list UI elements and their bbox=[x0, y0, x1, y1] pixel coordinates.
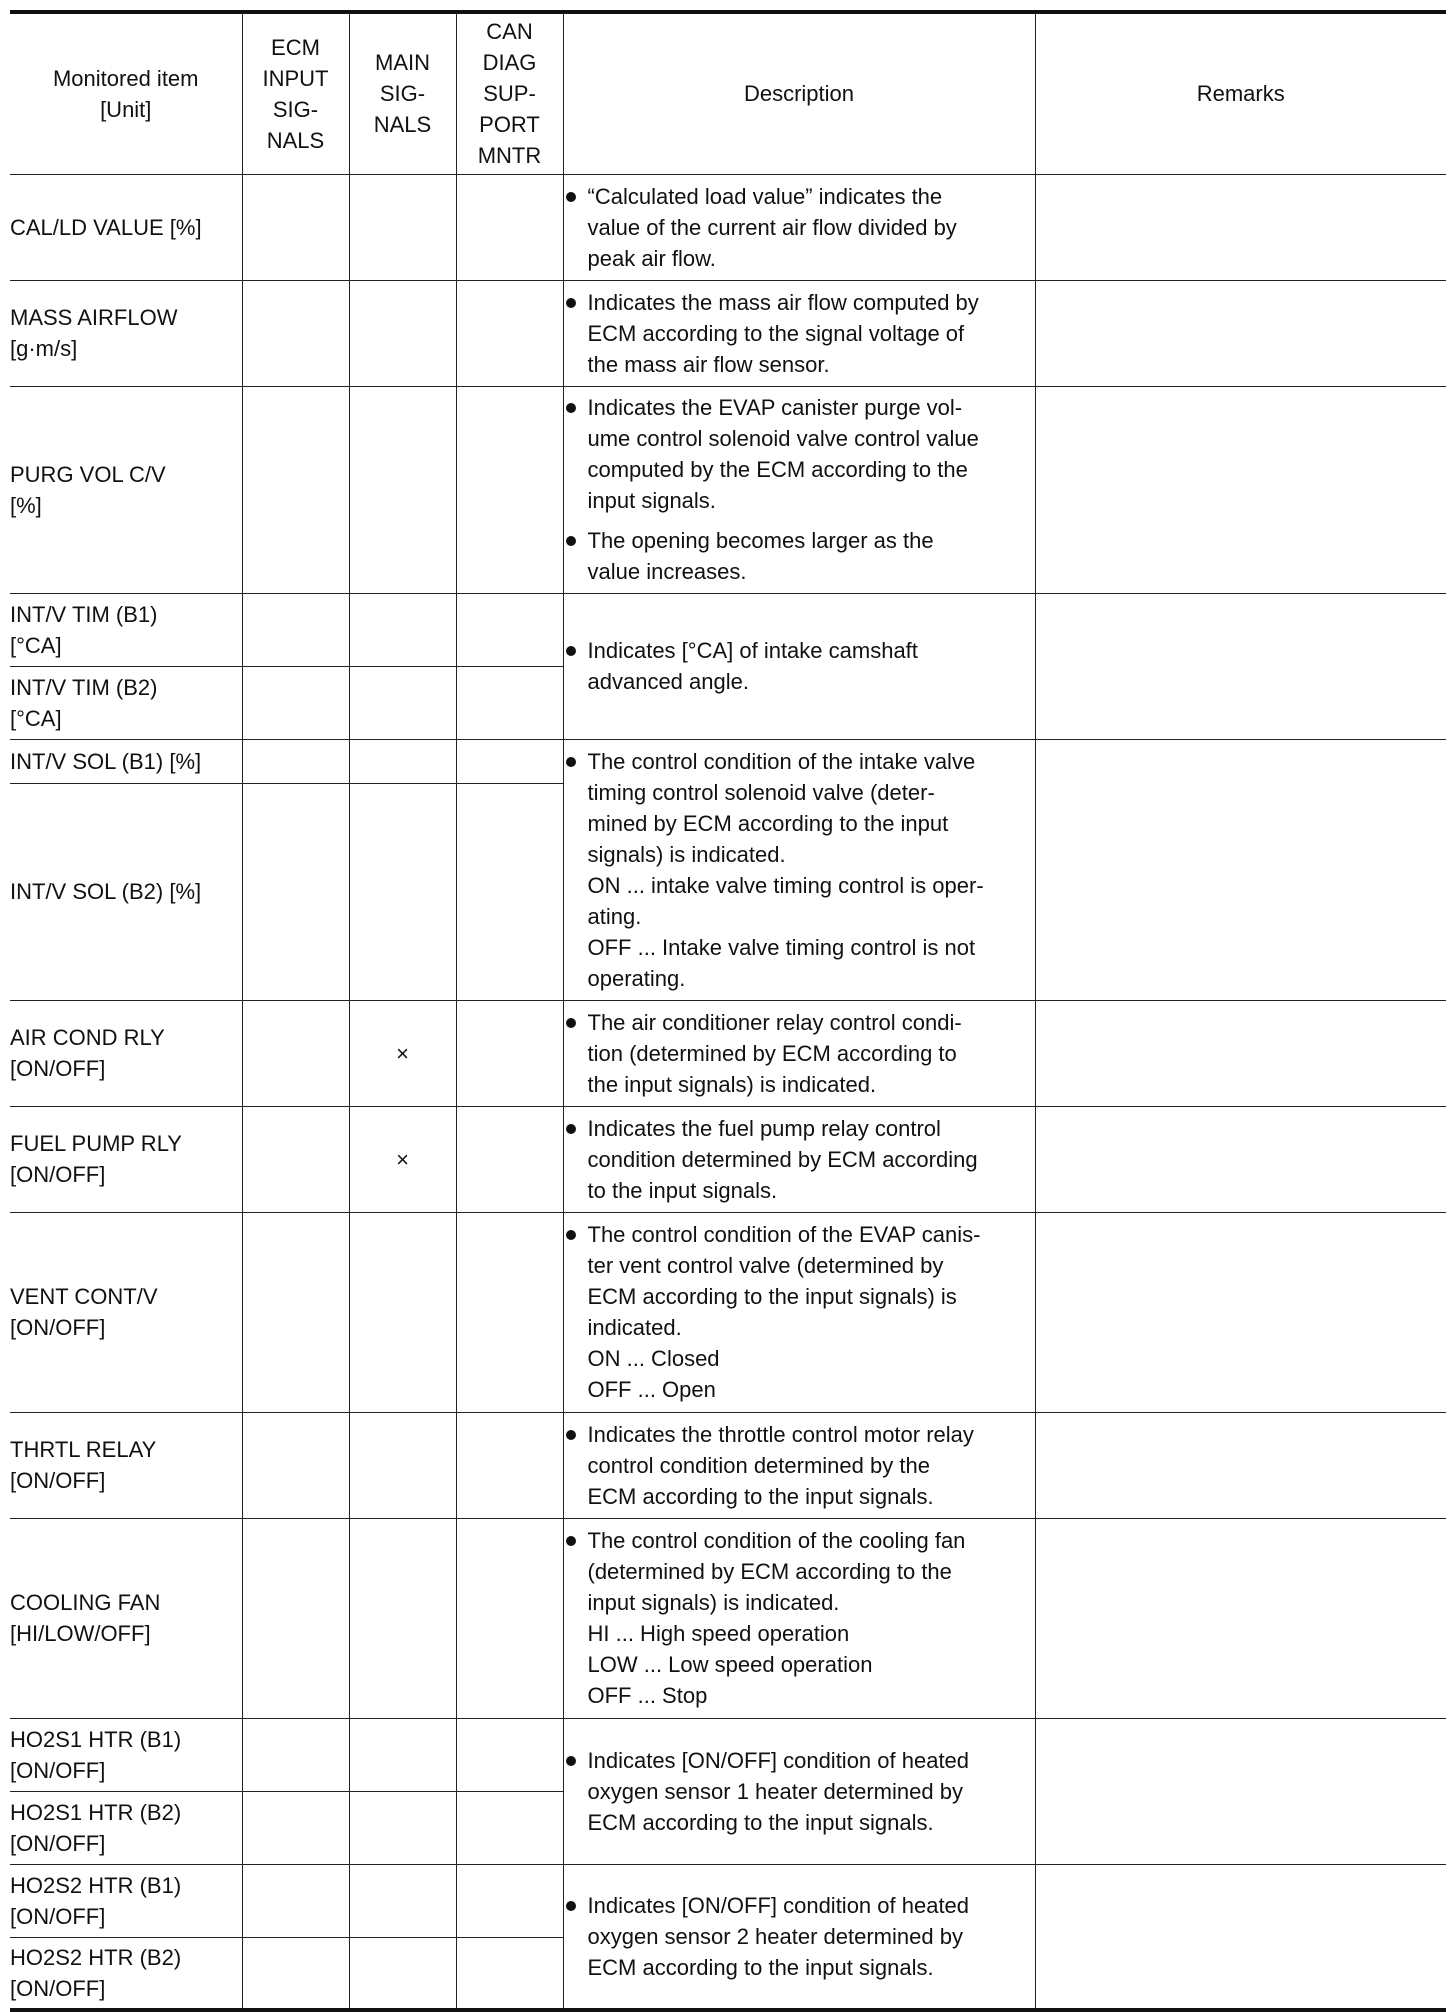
header-main-signals bbox=[349, 12, 456, 174]
main-signals-cell bbox=[349, 1212, 456, 1412]
description-text: input signals. bbox=[587, 488, 716, 513]
monitored-item-text: [°CA] bbox=[10, 705, 62, 731]
description-bullet bbox=[564, 1113, 1035, 1206]
description-list bbox=[564, 1745, 1035, 1838]
monitored-item-cell bbox=[10, 174, 242, 280]
main-signals-cell bbox=[349, 1937, 456, 2010]
description-text: Indicates [ON/OFF] condition of heated bbox=[587, 1747, 970, 1773]
ecm-input-signals-cell bbox=[242, 666, 349, 739]
header-text: [Unit] bbox=[100, 96, 152, 122]
table-row bbox=[10, 593, 1446, 666]
description-text: condition determined by ECM according bbox=[587, 1146, 978, 1172]
description-text: ter vent control valve (determined by bbox=[587, 1253, 944, 1278]
table-row bbox=[10, 739, 1446, 783]
description-text: OFF ... Open bbox=[587, 1377, 716, 1402]
description-text: the mass air flow sensor. bbox=[587, 351, 830, 377]
table-row bbox=[10, 1212, 1446, 1412]
monitored-item-text: FUEL PUMP RLY bbox=[10, 1131, 182, 1156]
header-text: Monitored item bbox=[52, 65, 199, 91]
ecm-input-signals-cell bbox=[242, 739, 349, 783]
monitored-item-cell bbox=[10, 1864, 242, 1937]
description-text: ume control solenoid valve control value bbox=[587, 426, 979, 451]
description-text: Indicates the fuel pump relay control bbox=[587, 1115, 941, 1141]
table-row bbox=[10, 1864, 1446, 1937]
remarks-cell bbox=[1035, 593, 1446, 739]
ecm-input-signals-cell bbox=[242, 593, 349, 666]
can-diag-support-cell bbox=[456, 1791, 563, 1864]
monitored-item-text: [ON/OFF] bbox=[10, 1056, 106, 1081]
description-text: ON ... Closed bbox=[587, 1346, 720, 1371]
description-bullet bbox=[564, 1745, 1035, 1838]
description-text: Indicates the throttle control motor relay bbox=[587, 1421, 974, 1447]
monitored-item-cell bbox=[10, 783, 242, 1000]
description-cell bbox=[563, 739, 1035, 1000]
can-diag-support-cell bbox=[456, 280, 563, 386]
monitored-item-cell bbox=[10, 386, 242, 593]
header-row bbox=[10, 12, 1446, 174]
bullet-dot-icon bbox=[566, 757, 576, 767]
description-bullet bbox=[564, 392, 1035, 516]
main-signals-cell bbox=[349, 1518, 456, 1718]
description-bullet bbox=[564, 287, 1035, 380]
monitored-item-text: AIR COND RLY bbox=[10, 1025, 165, 1050]
description-list bbox=[564, 1113, 1035, 1206]
description-text: value of the current air flow divided by bbox=[587, 214, 957, 240]
monitored-item-text: INT/V TIM (B1) bbox=[10, 601, 158, 627]
monitored-item-text: HO2S2 HTR (B1) bbox=[10, 1872, 182, 1898]
description-cell bbox=[563, 1000, 1035, 1106]
description-bullet bbox=[564, 525, 1035, 587]
main-signals-cell bbox=[349, 1791, 456, 1864]
description-text: ECM according to the signal voltage of bbox=[587, 320, 965, 346]
description-cell bbox=[563, 1212, 1035, 1412]
description-text: OFF ... Intake valve timing control is not bbox=[587, 934, 976, 960]
table-row bbox=[10, 1106, 1446, 1212]
monitored-item-cell bbox=[10, 1518, 242, 1718]
main-signals-cell bbox=[349, 1864, 456, 1937]
can-diag-support-cell bbox=[456, 386, 563, 593]
description-list bbox=[564, 1525, 1035, 1711]
monitored-item-text: MASS AIRFLOW bbox=[10, 305, 178, 330]
monitored-item-cell bbox=[10, 1412, 242, 1518]
bullet-dot-icon bbox=[566, 1430, 576, 1440]
header-can-diag-support-mntr bbox=[456, 12, 563, 174]
bullet-dot-icon bbox=[566, 403, 576, 413]
description-text: ECM according to the input signals. bbox=[587, 1483, 934, 1509]
description-text: OFF ... Stop bbox=[587, 1683, 708, 1708]
bullet-dot-icon bbox=[566, 1018, 576, 1028]
header-description: Description bbox=[563, 12, 1035, 174]
description-text: tion (determined by ECM according to bbox=[587, 1040, 957, 1066]
bullet-dot-icon bbox=[566, 192, 576, 202]
remarks-cell bbox=[1035, 1212, 1446, 1412]
remarks-cell bbox=[1035, 739, 1446, 1000]
header-text: MNTR bbox=[477, 143, 542, 169]
description-text: mined by ECM according to the input bbox=[587, 810, 949, 836]
main-signals-cell bbox=[349, 174, 456, 280]
ecm-input-signals-cell bbox=[242, 783, 349, 1000]
description-bullet bbox=[564, 1525, 1035, 1711]
description-cell bbox=[563, 1106, 1035, 1212]
can-diag-support-cell bbox=[456, 1106, 563, 1212]
can-diag-support-cell bbox=[456, 1937, 563, 2010]
ecm-input-signals-cell bbox=[242, 1864, 349, 1937]
description-list bbox=[564, 181, 1035, 274]
bullet-dot-icon bbox=[566, 1756, 576, 1766]
main-signals-cell: × bbox=[349, 1000, 456, 1106]
ecm-input-signals-cell bbox=[242, 174, 349, 280]
description-cell bbox=[563, 593, 1035, 739]
table-row bbox=[10, 386, 1446, 593]
description-text: (determined by ECM according to the bbox=[587, 1559, 952, 1584]
description-bullet bbox=[564, 181, 1035, 274]
ecm-input-signals-cell bbox=[242, 1106, 349, 1212]
monitored-item-text: INT/V TIM (B2) bbox=[10, 674, 158, 700]
description-list bbox=[564, 1219, 1035, 1405]
description-text: Indicates the EVAP canister purge vol- bbox=[587, 395, 963, 420]
ecm-input-signals-cell bbox=[242, 280, 349, 386]
monitored-item-text: HO2S1 HTR (B1) bbox=[10, 1726, 182, 1752]
description-cell bbox=[563, 1864, 1035, 2010]
description-text: control condition determined by the bbox=[587, 1452, 930, 1478]
ecm-input-signals-cell bbox=[242, 1412, 349, 1518]
description-text: input signals) is indicated. bbox=[587, 1590, 840, 1615]
description-text: The control condition of the EVAP canis- bbox=[587, 1222, 981, 1247]
description-bullet bbox=[564, 1419, 1035, 1512]
table-row bbox=[10, 1412, 1446, 1518]
bullet-dot-icon bbox=[566, 1124, 576, 1134]
header-text: ECM bbox=[271, 34, 320, 60]
can-diag-support-cell bbox=[456, 783, 563, 1000]
monitored-item-cell bbox=[10, 1000, 242, 1106]
bullet-dot-icon bbox=[566, 646, 576, 656]
main-signals-cell bbox=[349, 1718, 456, 1791]
remarks-cell bbox=[1035, 1718, 1446, 1864]
description-list bbox=[564, 746, 1035, 994]
header-ecm-input-signals bbox=[242, 12, 349, 174]
header-text: INPUT bbox=[262, 65, 329, 91]
table-row bbox=[10, 174, 1446, 280]
description-text: ECM according to the input signals. bbox=[587, 1954, 934, 1980]
remarks-cell bbox=[1035, 174, 1446, 280]
description-text: Indicates [ON/OFF] condition of heated bbox=[587, 1892, 970, 1918]
header-text: NALS bbox=[373, 112, 432, 138]
description-text: signals) is indicated. bbox=[587, 841, 786, 867]
description-text: advanced angle. bbox=[587, 669, 749, 694]
description-text: to the input signals. bbox=[587, 1177, 778, 1203]
description-text: ON ... intake valve timing control is oper- bbox=[587, 872, 984, 898]
description-text: peak air flow. bbox=[587, 245, 716, 271]
main-signals-cell bbox=[349, 386, 456, 593]
header-text: SIG- bbox=[379, 81, 426, 107]
description-list bbox=[564, 635, 1035, 697]
table-row bbox=[10, 280, 1446, 386]
monitored-item-cell bbox=[10, 593, 242, 666]
monitored-item-text: CAL/LD VALUE [%] bbox=[10, 214, 202, 240]
monitored-item-text: INT/V SOL (B2) [%] bbox=[10, 879, 202, 904]
monitored-item-text: [%] bbox=[10, 492, 42, 518]
monitored-item-text: PURG VOL C/V bbox=[10, 461, 166, 487]
main-signals-cell bbox=[349, 593, 456, 666]
description-cell bbox=[563, 1412, 1035, 1518]
ecm-input-signals-cell bbox=[242, 1212, 349, 1412]
can-diag-support-cell bbox=[456, 1718, 563, 1791]
monitored-item-text: [ON/OFF] bbox=[10, 1315, 106, 1340]
description-text: timing control solenoid valve (deter- bbox=[587, 779, 935, 805]
main-signals-cell bbox=[349, 666, 456, 739]
description-text: LOW ... Low speed operation bbox=[587, 1652, 873, 1677]
description-text: ECM according to the input signals. bbox=[587, 1809, 934, 1835]
monitor-table bbox=[10, 10, 1446, 2012]
remarks-cell bbox=[1035, 1412, 1446, 1518]
description-text: value increases. bbox=[587, 559, 747, 584]
description-bullet bbox=[564, 746, 1035, 994]
main-signals-cell bbox=[349, 280, 456, 386]
header-monitored-item bbox=[10, 12, 242, 174]
monitored-item-text: [ON/OFF] bbox=[10, 1162, 106, 1187]
description-cell bbox=[563, 1718, 1035, 1864]
description-text: ECM according to the input signals) is bbox=[587, 1284, 957, 1309]
can-diag-support-cell bbox=[456, 1212, 563, 1412]
description-text: indicated. bbox=[587, 1315, 682, 1340]
description-text: the input signals) is indicated. bbox=[587, 1071, 877, 1097]
remarks-cell bbox=[1035, 1518, 1446, 1718]
ecm-input-signals-cell bbox=[242, 1791, 349, 1864]
remarks-cell bbox=[1035, 1864, 1446, 2010]
monitored-item-cell bbox=[10, 1937, 242, 2010]
monitored-item-text: HO2S2 HTR (B2) bbox=[10, 1944, 182, 1970]
description-bullet bbox=[564, 1890, 1035, 1983]
header-text: SIG- bbox=[272, 96, 319, 122]
table-body bbox=[10, 174, 1446, 2010]
monitored-item-text: COOLING FAN bbox=[10, 1590, 161, 1615]
main-signals-cell bbox=[349, 1412, 456, 1518]
can-diag-support-cell bbox=[456, 1412, 563, 1518]
description-text: The air conditioner relay control condi- bbox=[587, 1009, 962, 1035]
bullet-dot-icon bbox=[566, 1536, 576, 1546]
description-cell bbox=[563, 280, 1035, 386]
monitored-item-cell bbox=[10, 739, 242, 783]
monitored-item-cell bbox=[10, 1212, 242, 1412]
description-cell bbox=[563, 386, 1035, 593]
description-list bbox=[564, 1419, 1035, 1512]
description-list bbox=[564, 1890, 1035, 1983]
ecm-input-signals-cell bbox=[242, 1518, 349, 1718]
header-text: MAIN bbox=[375, 50, 430, 76]
description-text: The control condition of the cooling fan bbox=[587, 1528, 966, 1553]
bullet-dot-icon bbox=[566, 1901, 576, 1911]
description-text: Indicates [°CA] of intake camshaft bbox=[587, 638, 918, 663]
description-list bbox=[564, 1007, 1035, 1100]
remarks-cell bbox=[1035, 1106, 1446, 1212]
monitored-item-text: HO2S1 HTR (B2) bbox=[10, 1799, 182, 1825]
can-diag-support-cell bbox=[456, 739, 563, 783]
monitored-item-text: INT/V SOL (B1) [%] bbox=[10, 748, 202, 774]
main-signals-cell bbox=[349, 783, 456, 1000]
main-signals-cell: × bbox=[349, 1106, 456, 1212]
monitored-item-text: [ON/OFF] bbox=[10, 1468, 106, 1493]
description-cell bbox=[563, 174, 1035, 280]
description-bullet bbox=[564, 635, 1035, 697]
description-bullet bbox=[564, 1007, 1035, 1100]
description-cell bbox=[563, 1518, 1035, 1718]
description-text: operating. bbox=[587, 965, 686, 991]
description-list bbox=[564, 287, 1035, 380]
monitored-item-text: VENT CONT/V bbox=[10, 1284, 158, 1309]
description-text: “Calculated load value” indicates the bbox=[587, 183, 943, 209]
description-bullet bbox=[564, 1219, 1035, 1405]
can-diag-support-cell bbox=[456, 1864, 563, 1937]
monitored-item-text: [HI/LOW/OFF] bbox=[10, 1621, 151, 1646]
remarks-cell bbox=[1035, 1000, 1446, 1106]
header-text: PORT bbox=[479, 112, 540, 138]
header-text: DIAG bbox=[482, 50, 537, 76]
main-signals-cell bbox=[349, 739, 456, 783]
table-row bbox=[10, 1718, 1446, 1791]
header-text: SUP- bbox=[483, 81, 536, 107]
monitored-item-text: [ON/OFF] bbox=[10, 1975, 106, 2001]
can-diag-support-cell bbox=[456, 666, 563, 739]
description-text: oxygen sensor 1 heater determined by bbox=[587, 1778, 963, 1804]
ecm-input-signals-cell bbox=[242, 1718, 349, 1791]
can-diag-support-cell bbox=[456, 174, 563, 280]
remarks-cell bbox=[1035, 386, 1446, 593]
header-text: NALS bbox=[266, 127, 325, 153]
monitored-item-cell bbox=[10, 280, 242, 386]
monitored-item-cell bbox=[10, 666, 242, 739]
bullet-dot-icon bbox=[566, 536, 576, 546]
description-list bbox=[564, 392, 1035, 587]
header-text: CAN bbox=[486, 19, 533, 45]
monitored-item-text: [ON/OFF] bbox=[10, 1830, 106, 1856]
header-remarks: Remarks bbox=[1035, 12, 1446, 174]
description-text: oxygen sensor 2 heater determined by bbox=[587, 1923, 963, 1949]
bullet-dot-icon bbox=[566, 1230, 576, 1240]
monitored-item-text: [°CA] bbox=[10, 632, 62, 658]
table-row bbox=[10, 1000, 1446, 1106]
monitored-item-text: THRTL RELAY bbox=[10, 1437, 157, 1462]
ecm-input-signals-cell bbox=[242, 1937, 349, 2010]
description-text: ating. bbox=[587, 903, 642, 929]
description-text: The opening becomes larger as the bbox=[587, 528, 934, 553]
monitored-item-text: [ON/OFF] bbox=[10, 1757, 106, 1783]
ecm-input-signals-cell bbox=[242, 1000, 349, 1106]
ecm-input-signals-cell bbox=[242, 386, 349, 593]
monitored-item-text: [g·m/s] bbox=[10, 336, 78, 361]
monitored-item-cell bbox=[10, 1718, 242, 1791]
description-text: computed by the ECM according to the bbox=[587, 457, 968, 482]
description-text: The control condition of the intake valve bbox=[587, 748, 976, 774]
can-diag-support-cell bbox=[456, 1518, 563, 1718]
can-diag-support-cell bbox=[456, 593, 563, 666]
bullet-dot-icon bbox=[566, 298, 576, 308]
monitored-item-cell bbox=[10, 1106, 242, 1212]
monitored-item-cell bbox=[10, 1791, 242, 1864]
monitored-item-text: [ON/OFF] bbox=[10, 1903, 106, 1929]
table-row bbox=[10, 1518, 1446, 1718]
description-text: HI ... High speed operation bbox=[587, 1621, 850, 1646]
remarks-cell bbox=[1035, 280, 1446, 386]
description-text: Indicates the mass air flow computed by bbox=[587, 289, 979, 315]
can-diag-support-cell bbox=[456, 1000, 563, 1106]
